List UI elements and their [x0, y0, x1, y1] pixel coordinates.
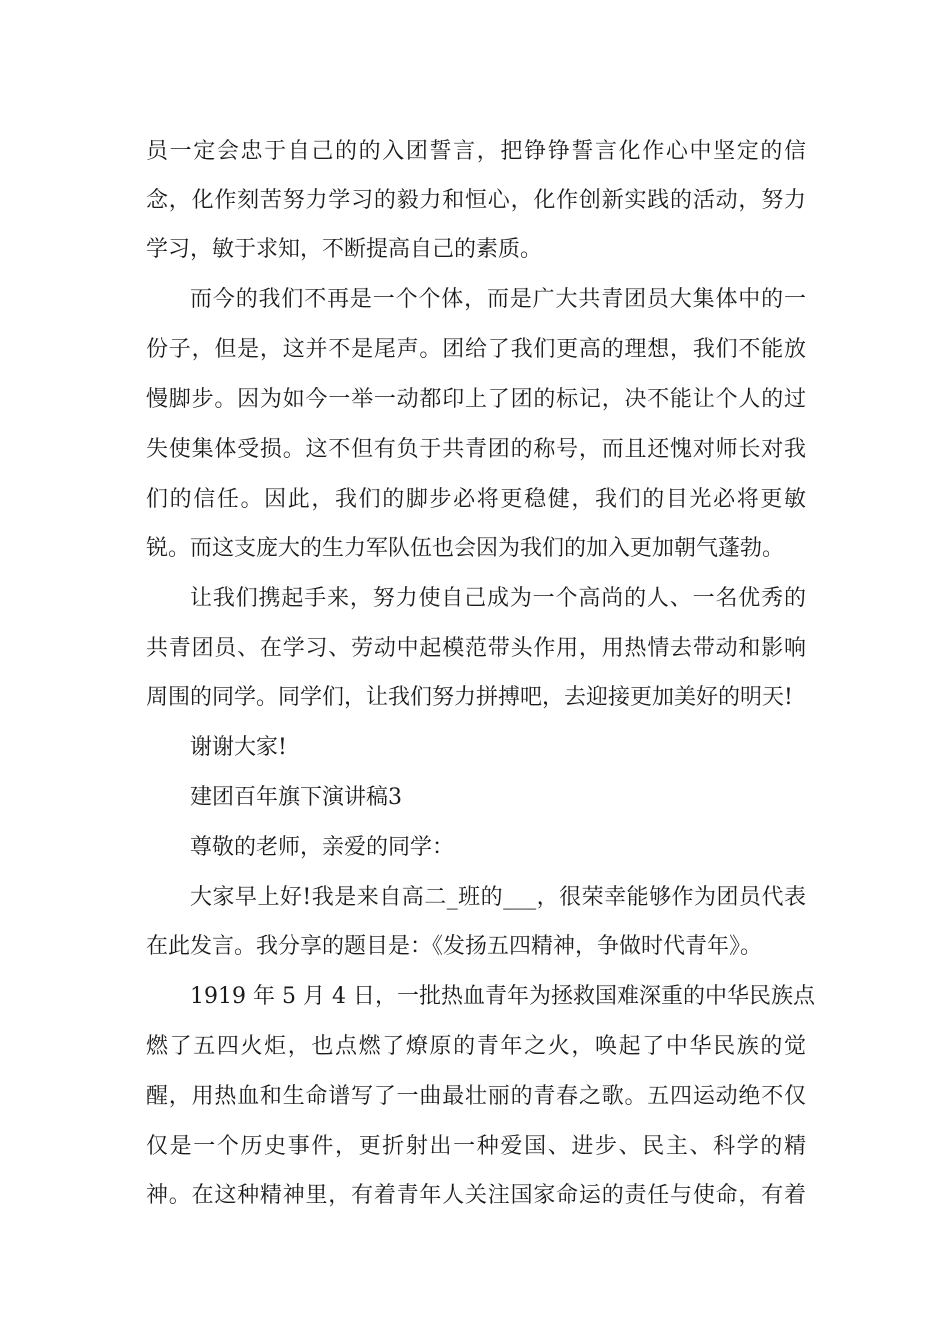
- text-line: 燃了五四火炬，也点燃了燎原的青年之火，唤起了中华民族的觉: [146, 1034, 806, 1059]
- text-line: 员一定会忠于自己的的入团誓言，把铮铮誓言化作心中坚定的信: [146, 139, 806, 164]
- text-line: 醒，用热血和生命谱写了一曲最壮丽的青春之歌。五四运动绝不仅: [146, 1084, 806, 1109]
- text-line: 学习，敏于求知，不断提高自己的素质。: [146, 237, 543, 262]
- text-line: 失使集体受损。这不但有负于共青团的称号，而且还愧对师长对我: [146, 437, 806, 462]
- text-line: 共青团员、在学习、劳动中起模范带头作用，用热情去带动和影响: [146, 636, 806, 661]
- text-line: 们的信任。因此，我们的脚步必将更稳健，我们的目光必将更敏: [146, 487, 806, 512]
- text-line: 慢脚步。因为如今一举一动都印上了团的标记，决不能让个人的过: [146, 387, 806, 412]
- text-line: 锐。而这支庞大的生力军队伍也会因为我们的加入更加朝气蓬勃。: [146, 536, 785, 561]
- text-line: 而今的我们不再是一个个体，而是广大共青团员大集体中的一: [190, 287, 806, 312]
- text-line: 谢谢大家!: [190, 735, 287, 760]
- text-line: 念，化作刻苦努力学习的毅力和恒心，化作创新实践的活动，努力: [146, 188, 806, 213]
- text-line: 让我们携起手来，努力使自己成为一个高尚的人、一名优秀的: [190, 586, 806, 611]
- text-line: 大家早上好!我是来自高二_班的___，很荣幸能够作为团员代表: [190, 885, 806, 910]
- text-line: 在此发言。我分享的题目是：《发扬五四精神，争做时代青年》。: [146, 934, 763, 959]
- text-line: 仅是一个历史事件，更折射出一种爱国、进步、民主、科学的精: [146, 1134, 806, 1159]
- salutation: 尊敬的老师，亲爱的同学：: [190, 835, 455, 860]
- text-line: 1919 年 5 月 4 日，一批热血青年为拯救国难深重的中华民族点: [190, 984, 815, 1009]
- section-heading: 建团百年旗下演讲稿3: [190, 785, 402, 810]
- text-line: 份子，但是，这并不是尾声。团给了我们更高的理想，我们不能放: [146, 337, 806, 362]
- text-line: 神。在这种精神里，有着青年人关注国家命运的责任与使命，有着: [146, 1183, 806, 1208]
- text-line: 周围的同学。同学们，让我们努力拼搏吧，去迎接更加美好的明天!: [146, 685, 793, 710]
